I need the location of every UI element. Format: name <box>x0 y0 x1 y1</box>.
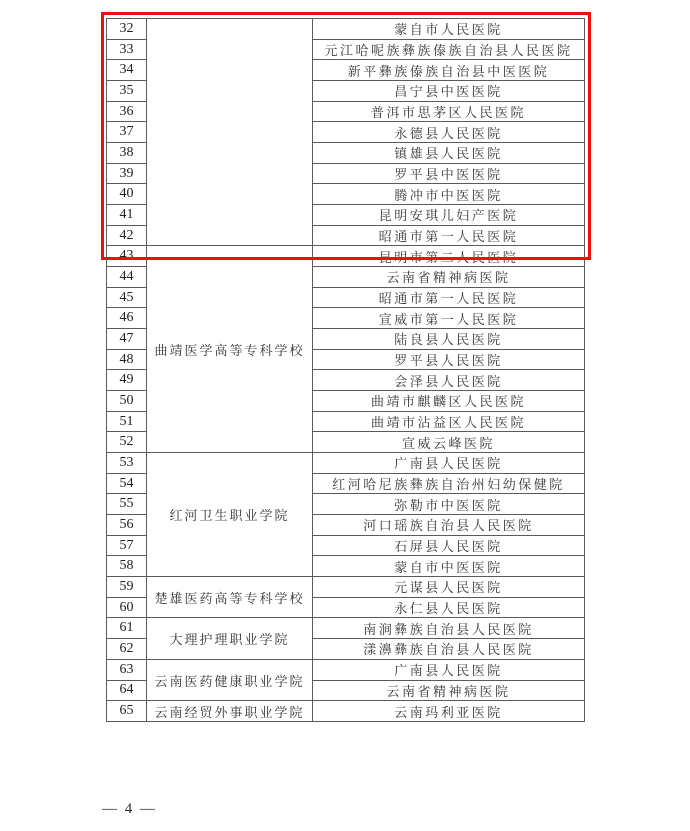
hospital-cell: 弥勒市中医医院 <box>313 494 585 515</box>
row-number-cell: 38 <box>107 143 147 164</box>
hospital-cell: 昆明安琪儿妇产医院 <box>313 205 585 226</box>
hospital-cell: 宣威市第一人民医院 <box>313 308 585 329</box>
table-body <box>107 19 585 722</box>
row-number-cell: 59 <box>107 577 147 598</box>
school-cell: 云南医药健康职业学院 <box>147 659 313 700</box>
hospital-cell: 云南玛利亚医院 <box>313 701 585 722</box>
table-row <box>107 701 585 722</box>
school-cell: 大理护理职业学院 <box>147 618 313 659</box>
row-number-cell: 40 <box>107 184 147 205</box>
row-number-cell: 64 <box>107 680 147 701</box>
row-number-cell: 33 <box>107 39 147 60</box>
row-number-cell: 35 <box>107 81 147 102</box>
hospital-cell: 石屏县人民医院 <box>313 535 585 556</box>
school-cell: 楚雄医药高等专科学校 <box>147 577 313 618</box>
row-number-cell: 55 <box>107 494 147 515</box>
page-number: — 4 — <box>102 801 157 817</box>
hospital-cell: 陆良县人民医院 <box>313 329 585 350</box>
hospital-cell: 元谋县人民医院 <box>313 577 585 598</box>
school-cell: 曲靖医学高等专科学校 <box>147 246 313 453</box>
hospital-cell: 宣威云峰医院 <box>313 432 585 453</box>
row-number-cell: 46 <box>107 308 147 329</box>
hospital-cell: 云南省精神病医院 <box>313 680 585 701</box>
school-cell: 红河卫生职业学院 <box>147 453 313 577</box>
row-number-cell: 43 <box>107 246 147 267</box>
row-number-cell: 57 <box>107 535 147 556</box>
hospital-cell: 新平彝族傣族自治县中医医院 <box>313 60 585 81</box>
row-number-cell: 44 <box>107 267 147 288</box>
row-number-cell: 49 <box>107 370 147 391</box>
table-row <box>107 246 585 267</box>
hospital-cell: 曲靖市麒麟区人民医院 <box>313 391 585 412</box>
hospital-cell: 腾冲市中医医院 <box>313 184 585 205</box>
table-row <box>107 453 585 474</box>
hospital-cell: 元江哈呢族彝族傣族自治县人民医院 <box>313 39 585 60</box>
row-number-cell: 60 <box>107 597 147 618</box>
hospital-cell: 蒙自市中医医院 <box>313 556 585 577</box>
row-number-cell: 52 <box>107 432 147 453</box>
row-number-cell: 34 <box>107 60 147 81</box>
hospital-cell: 罗平县人民医院 <box>313 349 585 370</box>
row-number-cell: 48 <box>107 349 147 370</box>
school-cell: 云南经贸外事职业学院 <box>147 701 313 722</box>
row-number-cell: 42 <box>107 225 147 246</box>
row-number-cell: 47 <box>107 329 147 350</box>
hospital-cell: 云南省精神病医院 <box>313 267 585 288</box>
row-number-cell: 41 <box>107 205 147 226</box>
hospital-cell: 昆明市第二人民医院 <box>313 246 585 267</box>
hospital-cell: 罗平县中医医院 <box>313 163 585 184</box>
hospital-cell: 永德县人民医院 <box>313 122 585 143</box>
hospital-cell: 广南县人民医院 <box>313 659 585 680</box>
hospital-cell: 漾濞彝族自治县人民医院 <box>313 639 585 660</box>
hospital-cell: 曲靖市沾益区人民医院 <box>313 411 585 432</box>
row-number-cell: 50 <box>107 391 147 412</box>
row-number-cell: 62 <box>107 639 147 660</box>
hospital-cell: 红河哈尼族彝族自治州妇幼保健院 <box>313 473 585 494</box>
row-number-cell: 39 <box>107 163 147 184</box>
table-row <box>107 19 585 40</box>
table-row <box>107 577 585 598</box>
row-number-cell: 56 <box>107 515 147 536</box>
row-number-cell: 63 <box>107 659 147 680</box>
hospital-cell: 昌宁县中医医院 <box>313 81 585 102</box>
row-number-cell: 65 <box>107 701 147 722</box>
row-number-cell: 53 <box>107 453 147 474</box>
hospital-cell: 普洱市思茅区人民医院 <box>313 101 585 122</box>
hospital-cell: 会泽县人民医院 <box>313 370 585 391</box>
row-number-cell: 51 <box>107 411 147 432</box>
hospital-cell: 昭通市第一人民医院 <box>313 225 585 246</box>
row-number-cell: 32 <box>107 19 147 40</box>
hospital-cell: 蒙自市人民医院 <box>313 19 585 40</box>
table-row <box>107 659 585 680</box>
row-number-cell: 58 <box>107 556 147 577</box>
hospital-cell: 昭通市第一人民医院 <box>313 287 585 308</box>
hospital-cell: 南涧彝族自治县人民医院 <box>313 618 585 639</box>
row-number-cell: 45 <box>107 287 147 308</box>
hospital-cell: 河口瑶族自治县人民医院 <box>313 515 585 536</box>
hospital-cell: 镇雄县人民医院 <box>313 143 585 164</box>
table-row <box>107 618 585 639</box>
hospital-cell: 永仁县人民医院 <box>313 597 585 618</box>
school-cell <box>147 19 313 246</box>
row-number-cell: 37 <box>107 122 147 143</box>
row-number-cell: 36 <box>107 101 147 122</box>
row-number-cell: 54 <box>107 473 147 494</box>
school-hospital-table <box>106 18 585 722</box>
row-number-cell: 61 <box>107 618 147 639</box>
hospital-cell: 广南县人民医院 <box>313 453 585 474</box>
